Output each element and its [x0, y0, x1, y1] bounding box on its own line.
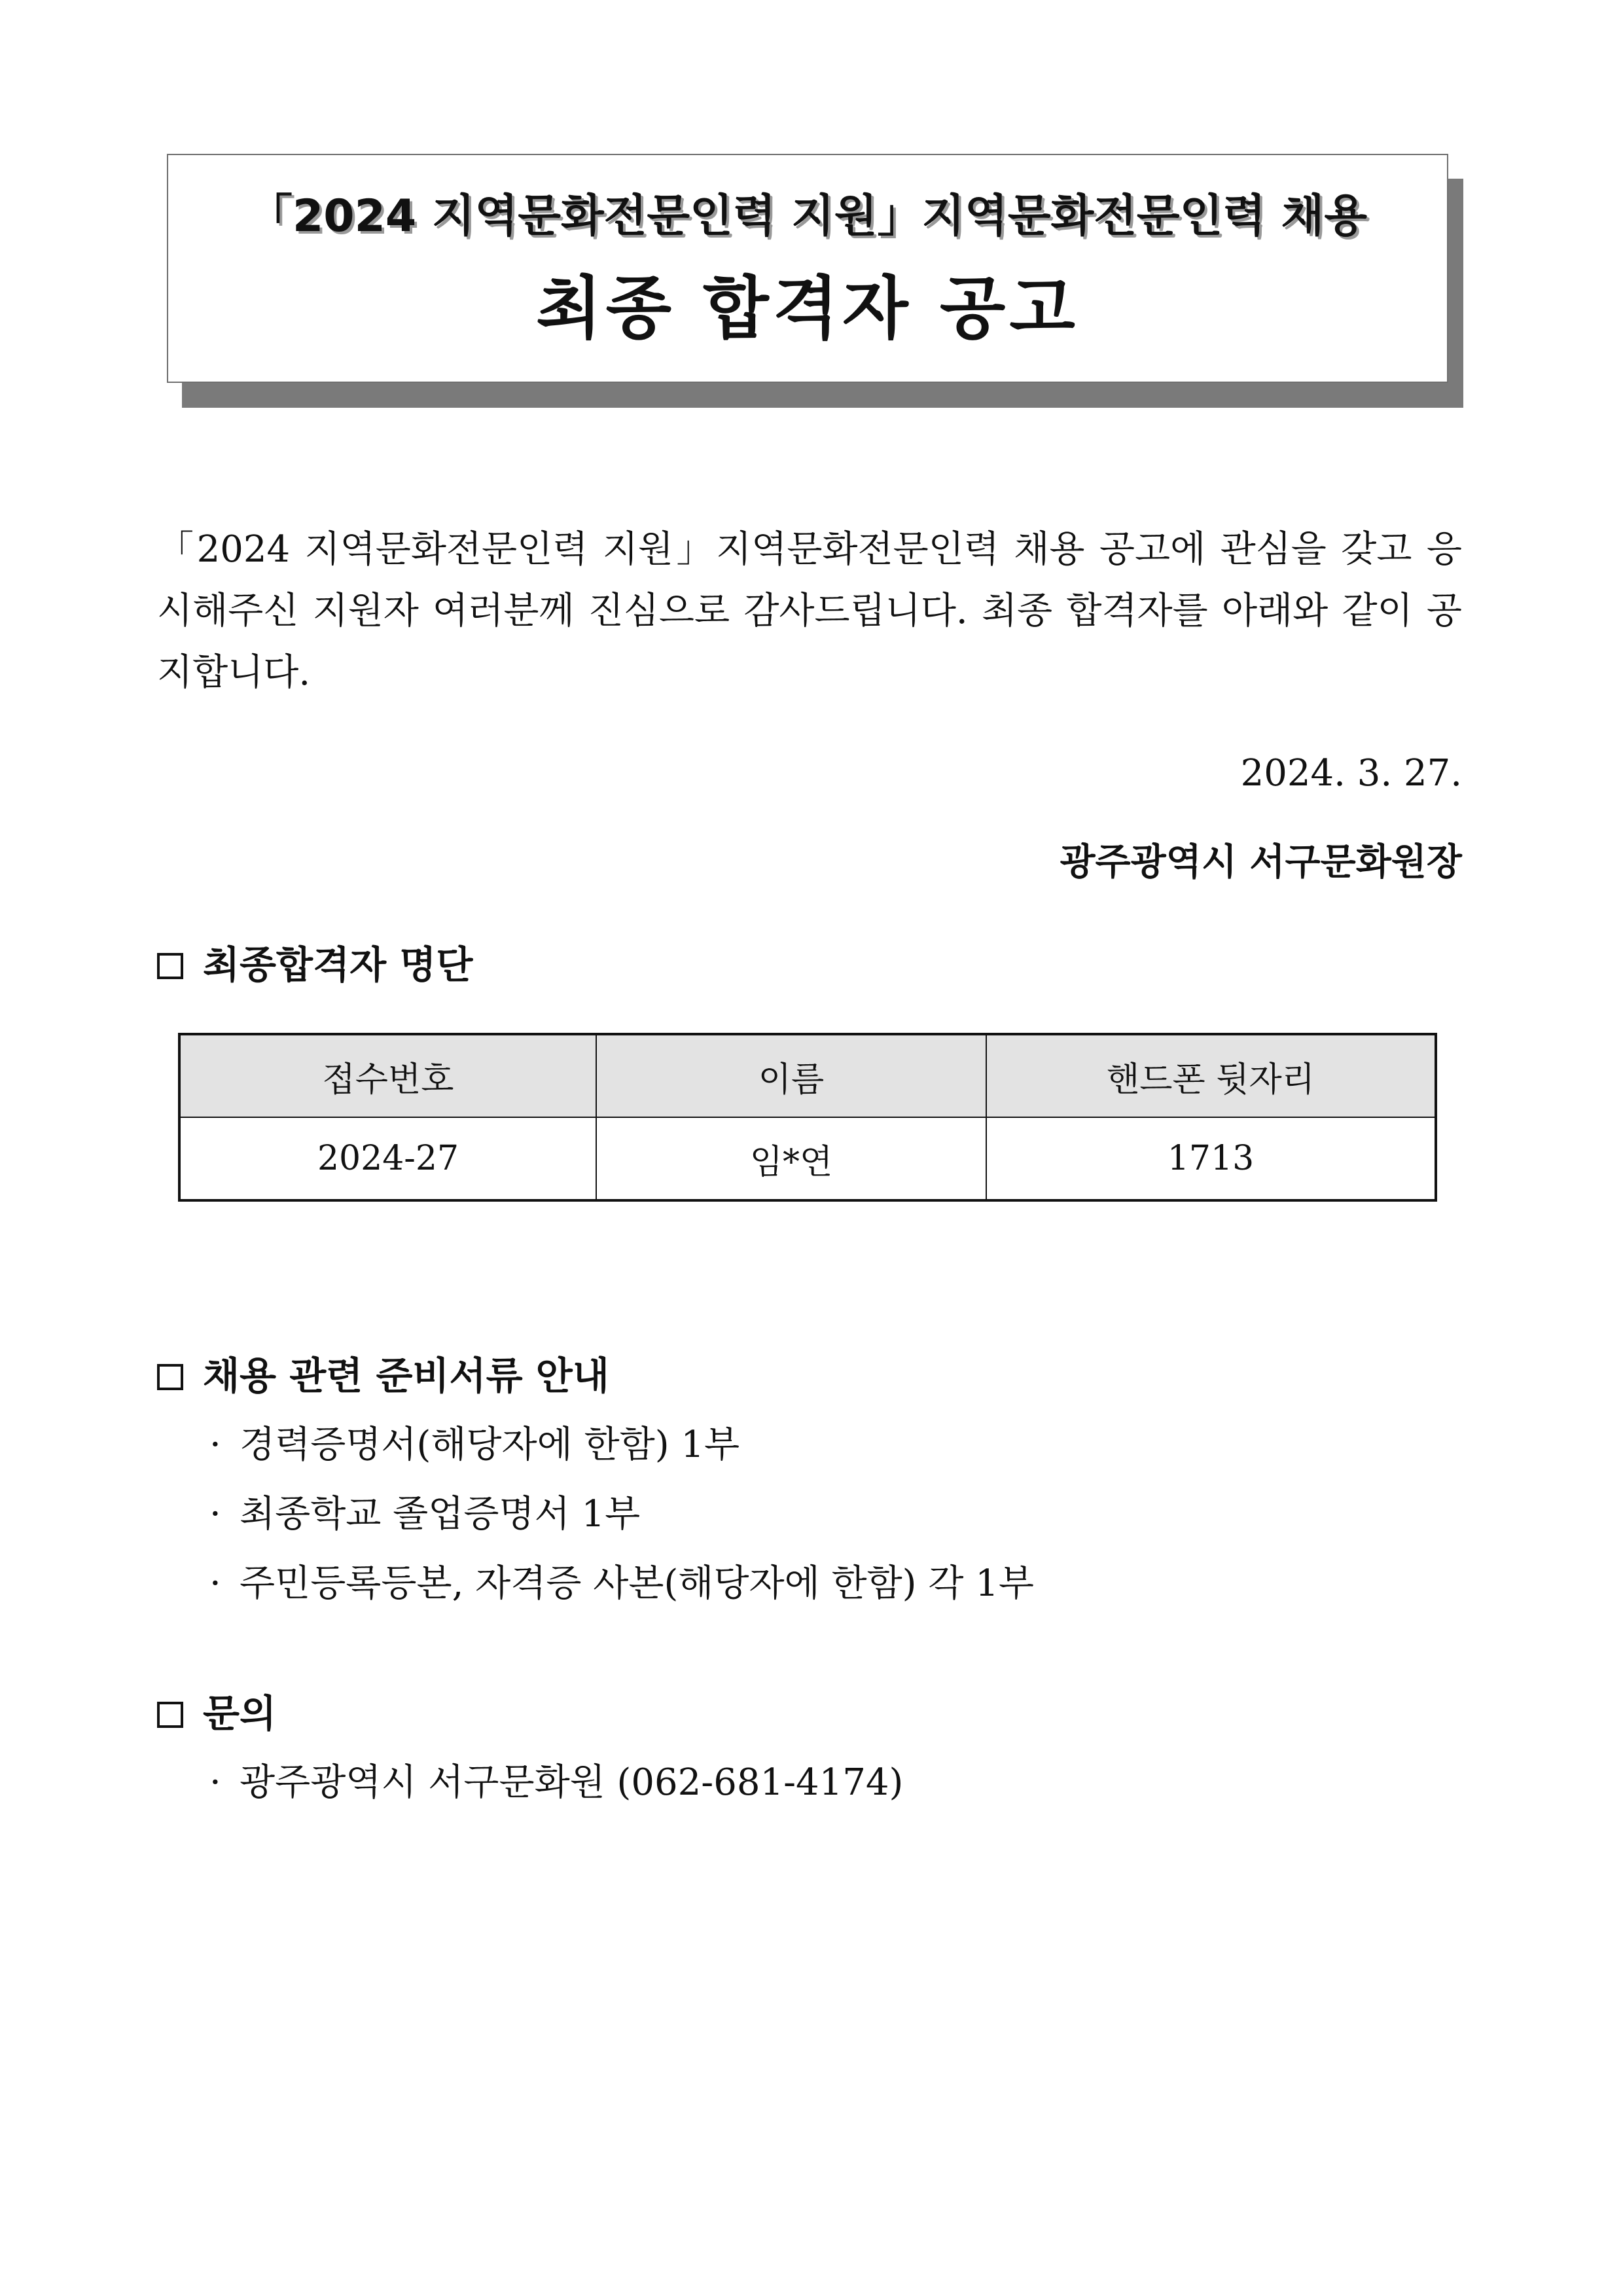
contact-text: 광주광역시 서구문화원 (062-681-4174)	[240, 1761, 904, 1804]
column-header-phone-last-digits: 핸드폰 뒷자리	[986, 1034, 1436, 1117]
section-heading-contact	[157, 1691, 276, 1737]
checkbox-square-icon	[157, 1702, 183, 1728]
page-title: 최종 합격자 공고	[536, 268, 1079, 348]
list-item	[209, 1492, 640, 1536]
list-item-text: 경력증명서(해당자에 한함) 1부	[240, 1424, 740, 1466]
table-row	[179, 1117, 1436, 1200]
section-heading-label: 채용 관련 준비서류 안내	[203, 1354, 609, 1398]
checkbox-square-icon	[157, 1364, 183, 1390]
bullet-dot: ·	[209, 1761, 221, 1804]
cell-receipt-number: 2024-27	[179, 1117, 596, 1200]
cell-name: 임*연	[596, 1117, 986, 1200]
section-heading-label: 문의	[203, 1691, 277, 1736]
list-item	[209, 1562, 1034, 1605]
cell-phone-last-digits: 1713	[986, 1117, 1436, 1200]
notice-date: 2024. 3. 27.	[1240, 752, 1462, 795]
bullet-dot: ·	[209, 1493, 221, 1535]
section-heading-results	[157, 942, 473, 988]
bullet-dot: ·	[209, 1562, 221, 1605]
title-line-1: 「2024 지역문화전문인력 지원」지역문화전문인력 채용	[247, 190, 1368, 242]
list-item	[209, 1761, 903, 1804]
list-item-text: 주민등록등본, 자격증 사본(해당자에 한함) 각 1부	[240, 1562, 1034, 1605]
section-heading-label: 최종합격자 명단	[203, 942, 473, 987]
intro-paragraph: 「2024 지역문화전문인력 지원」지역문화전문인력 채용 공고에 관심을 갖고 응시해주신 지원자 여러분께 진심으로 감사드립니다. 최종 합격자를 아래와 같이 공지합니다.	[157, 528, 1462, 694]
table-header-row	[179, 1034, 1436, 1117]
checkbox-square-icon	[157, 953, 183, 979]
list-item	[209, 1423, 740, 1467]
column-header-name: 이름	[596, 1034, 986, 1117]
title-box	[167, 154, 1448, 383]
list-item-text: 최종학교 졸업증명서 1부	[240, 1493, 641, 1535]
section-heading-documents	[157, 1354, 609, 1399]
bullet-dot: ·	[209, 1424, 221, 1466]
results-table	[178, 1033, 1437, 1202]
signer: 광주광역시 서구문화원장	[1060, 841, 1462, 884]
column-header-receipt-number: 접수번호	[179, 1034, 596, 1117]
